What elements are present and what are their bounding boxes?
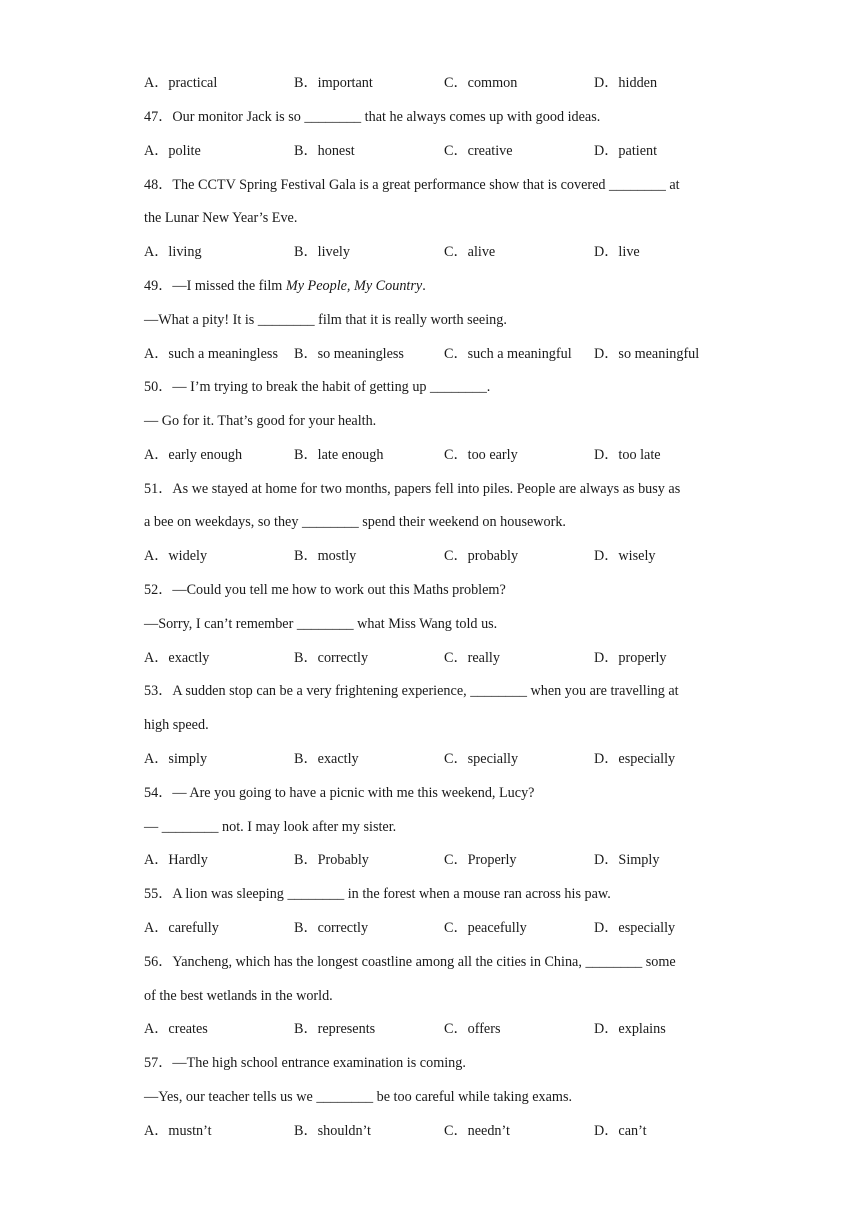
q51-option-c: C．probably (444, 548, 519, 564)
q53-option-d: D．especially (594, 751, 676, 767)
q52-option-d: D．properly (594, 650, 667, 666)
q47-options (144, 142, 744, 160)
q51-stem-line1: 51．As we stayed at home for two months, papers fell into piles. People are always as busy as (144, 481, 681, 497)
q49-option-b: B．so meaningless (294, 346, 404, 362)
q54-stem-line1: 54．— Are you going to have a picnic with me this weekend, Lucy? (144, 785, 535, 801)
q48-option-c: C．alive (444, 244, 496, 260)
q53-option-b: B．exactly (294, 751, 359, 767)
q53-stem-line2: high speed. (144, 717, 209, 733)
q51-option-d: D．wisely (594, 548, 656, 564)
q54-option-c: C．Properly (444, 852, 517, 868)
q50-option-c: C．too early (444, 447, 518, 463)
q49-stem-post: . (422, 278, 426, 294)
q48-options (144, 243, 744, 261)
q46-option-d: D．hidden (594, 75, 658, 91)
q53-option-c: C．specially (444, 751, 519, 767)
q50-options (144, 446, 744, 464)
q50-option-d: D．too late (594, 447, 661, 463)
q47-option-a: A．polite (144, 143, 201, 159)
q57-stem-line2: —Yes, our teacher tells us we ________ be too careful while taking exams. (144, 1089, 573, 1105)
q50-stem-line1: 50．— I’m trying to break the habit of getting up ________. (144, 379, 491, 395)
q56-option-a: A．creates (144, 1021, 208, 1037)
q49-option-d: D．so meaningful (594, 346, 700, 362)
q53-options (144, 750, 744, 768)
q47-option-d: D．patient (594, 143, 658, 159)
q50-option-a: A．early enough (144, 447, 243, 463)
q46-option-a: A．practical (144, 75, 218, 91)
q52-options (144, 649, 744, 667)
q47-stem: 47．Our monitor Jack is so ________ that he always comes up with good ideas. (144, 109, 601, 125)
q56-option-c: C．offers (444, 1021, 501, 1037)
q51-options (144, 547, 744, 565)
q51-option-a: A．widely (144, 548, 208, 564)
q55-stem-line1: 55．A lion was sleeping ________ in the forest when a mouse ran across his paw. (144, 886, 611, 902)
q52-stem-line2: —Sorry, I can’t remember ________ what Miss Wang told us. (144, 616, 498, 632)
q53-option-a: A．simply (144, 751, 208, 767)
q56-option-d: D．explains (594, 1021, 666, 1037)
q48-option-b: B．lively (294, 244, 350, 260)
q57-options (144, 1122, 744, 1140)
q49-options (144, 345, 744, 363)
q50-stem-line2: — Go for it. That’s good for your health. (144, 413, 377, 429)
q56-stem-line1: 56．Yancheng, which has the longest coastline among all the cities in China, ________ some (144, 954, 676, 970)
q49-stem-line2: —What a pity! It is ________ film that it is really worth seeing. (144, 312, 507, 328)
q55-options (144, 919, 744, 937)
q49-stem-pre: 49．—I missed the film (144, 278, 286, 294)
q48-option-a: A．living (144, 244, 202, 260)
q53-stem-line1: 53．A sudden stop can be a very frightening experience, ________ when you are travelling at (144, 683, 679, 699)
q50-option-b: B．late enough (294, 447, 384, 463)
q52-option-c: C．really (444, 650, 500, 666)
q54-option-b: B．Probably (294, 852, 369, 868)
q48-option-d: D．live (594, 244, 640, 260)
q47-option-c: C．creative (444, 143, 513, 159)
q49-option-a: A．such a meaningless (144, 346, 278, 362)
q57-option-b: B．shouldn’t (294, 1123, 371, 1139)
q52-option-b: B．correctly (294, 650, 369, 666)
q55-option-d: D．especially (594, 920, 676, 936)
q48-stem-line1: 48．The CCTV Spring Festival Gala is a great performance show that is covered ________ at (144, 177, 680, 193)
q51-stem-line2: a bee on weekdays, so they ________ spend their weekend on housework. (144, 514, 566, 530)
q49-stem-line1 (144, 277, 426, 295)
q47-option-b: B．honest (294, 143, 355, 159)
q55-option-b: B．correctly (294, 920, 369, 936)
q54-option-d: D．Simply (594, 852, 660, 868)
q57-option-c: C．needn’t (444, 1123, 510, 1139)
q51-option-b: B．mostly (294, 548, 357, 564)
q49-film-title: My People, My Country (285, 278, 423, 294)
q52-stem-line1: 52．—Could you tell me how to work out this Maths problem? (144, 582, 506, 598)
q55-option-a: A．carefully (144, 920, 219, 936)
q56-stem-line2: of the best wetlands in the world. (144, 988, 333, 1004)
q56-options (144, 1020, 744, 1038)
q56-option-b: B．represents (294, 1021, 376, 1037)
q54-option-a: A．Hardly (144, 852, 208, 868)
q46-options (144, 74, 744, 92)
q54-options (144, 851, 744, 869)
q48-stem-line2: the Lunar New Year’s Eve. (144, 210, 298, 226)
q52-option-a: A．exactly (144, 650, 210, 666)
q46-option-c: C．common (444, 75, 518, 91)
q57-option-d: D．can’t (594, 1123, 647, 1139)
q49-option-c: C．such a meaningful (444, 346, 572, 362)
q55-option-c: C．peacefully (444, 920, 527, 936)
q57-stem-line1: 57．—The high school entrance examination is coming. (144, 1055, 466, 1071)
q54-stem-line2: — ________ not. I may look after my sister. (144, 819, 397, 835)
q46-option-b: B．important (294, 75, 373, 91)
q57-option-a: A．mustn’t (144, 1123, 212, 1139)
